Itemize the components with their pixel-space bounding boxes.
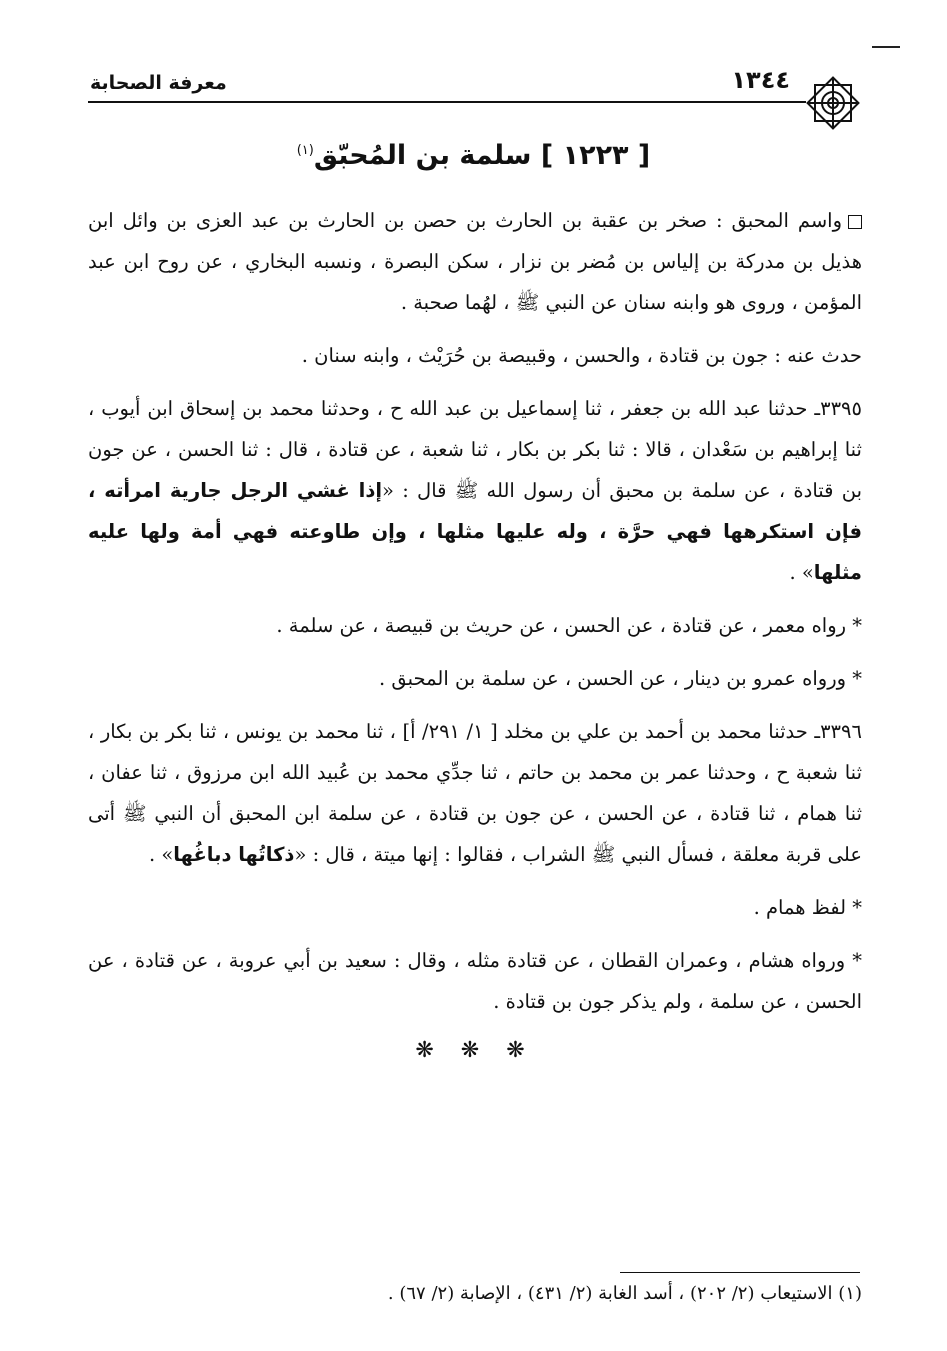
page-header [90, 62, 870, 102]
paragraph-narrators: حدث عنه : جون بن قتادة ، والحسن ، وقبيصة بن حُرَيْث ، وابنه سنان . [301, 344, 862, 367]
chapter-title: [ ١٢٢٣ ] سلمة بن المُحبّق [313, 140, 651, 171]
hadith-3396 [88, 711, 862, 875]
chapter-heading [0, 140, 947, 171]
hadith-3395 [88, 388, 862, 593]
paragraph-intro [88, 200, 862, 323]
note-mamar: * رواه معمر ، عن قتادة ، عن الحسن ، عن حريث بن قبيصة ، عن سلمة . [276, 614, 862, 637]
footnote-rule [620, 1272, 860, 1273]
corner-mark [872, 46, 900, 48]
matn-text: ذكاتُها دباغُها [173, 843, 295, 866]
paragraph-text: واسم المحبق : صخر بن عقبة بن الحارث بن حصن بن الحارث بن عبد العزى بن وائل ابن هذيل بن مدركة بن إلياس بن مُضر بن نزار ، سكن البصرة ، ونسبه البخاري ، عن روح ابن عبد المؤمن ، وروى هو وابنه سنان عن النبي ﷺ ، لهُما صحبة . [88, 209, 862, 314]
note-hisham: * ورواه هشام ، وعمران القطان ، عن قتادة مثله ، وقال : سعيد بن أبي عروبة ، عن قتادة ، عن الحسن ، عن سلمة ، ولم يذكر جون بن قتادة . [88, 949, 862, 1013]
isnad-text: ٣٣٩٦ـ حدثنا محمد بن أحمد بن علي بن مخلد [ ١/ ٢٩١/ أ] ، ثنا محمد بن يونس ، ثنا بكر بن بكار ، ثنا شعبة ح ، وحدثنا عمر بن محمد بن حاتم ، ثنا جدِّي محمد بن عُبيد الله ابن مرزوق ، ثنا عفان ، ثنا همام ، ثنا قتادة ، عن الحسن ، عن جون بن قتادة ، عن سلمة ابن المحبق أن النبي ﷺ أتى على قربة معلقة ، فسأل النبي ﷺ الشراب ، فقالوا : إنها ميتة ، قال : « [88, 720, 862, 866]
footnote-marker: (١) [296, 143, 314, 158]
section-separator: ❋ ❋ ❋ [415, 1038, 535, 1063]
closing-quote: » . [789, 561, 814, 584]
running-title: معرفة الصحابة [90, 72, 227, 94]
footnote: (١) الاستيعاب (٢/ ٢٠٢) ، أسد الغابة (٢/ ٤٣١) ، الإصابة (٢/ ٦٧) . [387, 1283, 862, 1304]
header-rule [88, 101, 806, 103]
note-amr: * ورواه عمرو بن دينار ، عن الحسن ، عن سلمة بن المحبق . [378, 667, 862, 690]
box-marker-icon [848, 215, 862, 229]
isnad-text: ٣٣٩٥ـ حدثنا عبد الله بن جعفر ، ثنا إسماعيل بن عبد الله ح ، وحدثنا محمد بن إسحاق ابن أيوب ، ثنا إبراهيم بن سَعْدان ، قالا : ثنا بكر بن بكار ، ثنا شعبة ، عن قتادة ، قال : ثنا الحسن ، عن جون بن قتادة ، عن سلمة بن محبق أن رسول الله ﷺ قال : « [88, 397, 862, 502]
main-text [88, 200, 862, 1071]
closing-quote: » . [148, 843, 174, 866]
note-hammam: * لفظ همام . [753, 896, 862, 919]
ornament-icon [804, 74, 862, 132]
page-number: ١٣٤٤ [731, 66, 790, 94]
matn-text: إذا غشي الرجل جارية امرأته ، فإن استكرهها فهي حرَّة ، وله عليها مثلها ، وإن طاوعته فهي أمة ولها عليه مثلها [88, 479, 862, 584]
